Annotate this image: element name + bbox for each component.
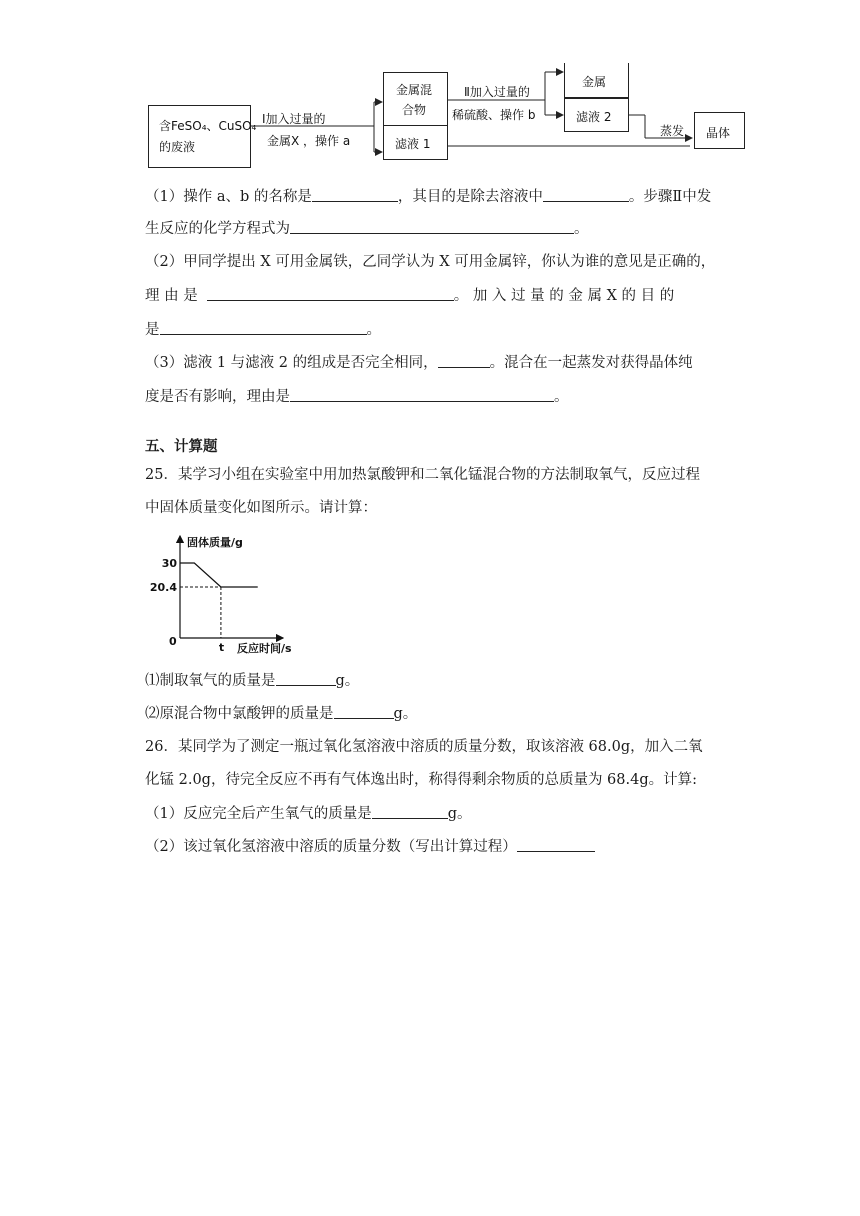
- q25-sub2: [145, 703, 417, 724]
- q24-p1-a: （1）操作 a、b 的名称是: [145, 189, 312, 205]
- series-line-0: [180, 563, 258, 587]
- q24-blank-remove-substance[interactable]: [543, 186, 629, 202]
- q26-blank-oxygen-mass[interactable]: [372, 803, 448, 819]
- chart-series-group: [180, 563, 258, 587]
- q24-blank-operation-name[interactable]: [312, 186, 398, 202]
- crystal-label: 晶体: [706, 126, 731, 140]
- q24-blank-same-composition[interactable]: [438, 352, 490, 368]
- q24-p1-e: 。: [574, 221, 589, 237]
- q24-part2-line3: [145, 319, 381, 340]
- q26-sub1: [145, 803, 472, 824]
- q26-sub2-a: （2）该过氧化氢溶液中溶质的质量分数（写出计算过程）: [145, 839, 517, 855]
- mixed-metal-line2: 合物: [402, 103, 427, 117]
- y-axis-label: 固体质量/g: [187, 536, 243, 549]
- filtrate2-label: 滤液 2: [576, 110, 612, 124]
- step2-label-bottom: 稀硫酸、操作 b: [452, 108, 536, 122]
- q25-line1: 25．某学习小组在实验室中用加热氯酸钾和二氧化锰混合物的方法制取氧气，反应过程: [145, 467, 700, 483]
- q26-sub1-b: g。: [447, 806, 472, 822]
- mass-time-chart: [145, 528, 315, 663]
- x-tick-label-0: t: [218, 641, 225, 654]
- q25-line2: 中固体质量变化如图所示。请计算：: [145, 500, 377, 516]
- chart-ticks-group: [150, 557, 224, 654]
- q24-p2-b: 理 由 是: [145, 288, 198, 304]
- q26-blank-mass-fraction[interactable]: [517, 836, 595, 852]
- q24-part3-line2: [145, 386, 569, 407]
- origin-label: 0: [169, 635, 177, 648]
- y-tick-label-0: 30: [161, 557, 177, 570]
- q24-blank-influence-reason[interactable]: [290, 386, 554, 402]
- q24-p1-b: ，其目的是除去溶液中: [397, 189, 543, 205]
- waste-liquid-line1: 含FeSO₄、CuSO₄: [159, 119, 257, 133]
- q24-part1-line2: [145, 218, 589, 239]
- q24-part1-line1: [145, 186, 711, 207]
- step1-label-bottom: 金属X ，操作 a: [267, 134, 351, 148]
- x-axis-label: 反应时间/s: [237, 642, 292, 655]
- q25-blank-kclo3-mass[interactable]: [334, 703, 394, 719]
- y-tick-label-1: 20.4: [149, 581, 177, 594]
- q24-part2-line1: [145, 252, 715, 272]
- q26-sub2: [145, 836, 595, 857]
- q24-part3-line1: [145, 352, 693, 373]
- q26-sub1-a: （1）反应完全后产生氧气的质量是: [145, 806, 372, 822]
- waste-liquid-line2: 的废液: [159, 140, 196, 154]
- q24-blank-reason[interactable]: [207, 285, 454, 301]
- q25-sub1-b: g。: [335, 673, 360, 689]
- section-title: 五、计算题: [145, 439, 218, 455]
- flowchart-connectors: [0, 0, 860, 200]
- metal-label: 金属: [582, 75, 607, 89]
- q24-p2-e: 。: [366, 322, 381, 338]
- q26-line1: 26．某同学为了测定一瓶过氧化氢溶液中溶质的质量分数，取该溶液 68.0g，加入二氧: [145, 739, 703, 755]
- q24-p3-b: 。混合在一起蒸发对获得晶体纯: [489, 355, 693, 371]
- q24-p3-c: 度是否有影响，理由是: [145, 389, 290, 405]
- q24-p3-a: （3）滤液 1 与滤液 2 的组成是否完全相同，: [145, 355, 438, 371]
- filtrate1-label: 滤液 1: [395, 137, 431, 151]
- q25-sub1-a: ⑴制取氧气的质量是: [145, 673, 276, 689]
- q24-blank-purpose[interactable]: [160, 319, 367, 335]
- q25-sub2-a: ⑵原混合物中氯酸钾的质量是: [145, 706, 334, 722]
- q24-p2-a: （2）甲同学提出 X 可用金属铁，乙同学认为 X 可用金属锌，你认为谁的意见是正确的，: [145, 254, 716, 270]
- q24-p2-c: 。 加 入 过 量 的 金 属 X 的 目 的: [453, 288, 675, 304]
- q25-sub1: [145, 670, 359, 691]
- q25-sub2-b: g。: [393, 706, 418, 722]
- q24-part2-line2: [145, 285, 674, 306]
- q24-p2-d: 是: [145, 322, 160, 338]
- evaporate-label: 蒸发: [660, 124, 685, 138]
- q24-p1-c: 。步骤Ⅱ中发: [628, 189, 712, 205]
- q26-line2: 化锰 2.0g，待完全反应不再有气体逸出时，称得得剩余物质的总质量为 68.4g。计算:: [145, 772, 698, 788]
- step1-label-top: Ⅰ加入过量的: [262, 112, 326, 126]
- mixed-metal-line1: 金属混: [396, 83, 433, 97]
- q25-blank-oxygen-mass[interactable]: [276, 670, 336, 686]
- q24-p1-d: 生反应的化学方程式为: [145, 221, 290, 237]
- step2-label-top: Ⅱ加入过量的: [464, 85, 530, 99]
- q24-p3-d: 。: [554, 389, 569, 405]
- q24-blank-equation[interactable]: [290, 218, 574, 234]
